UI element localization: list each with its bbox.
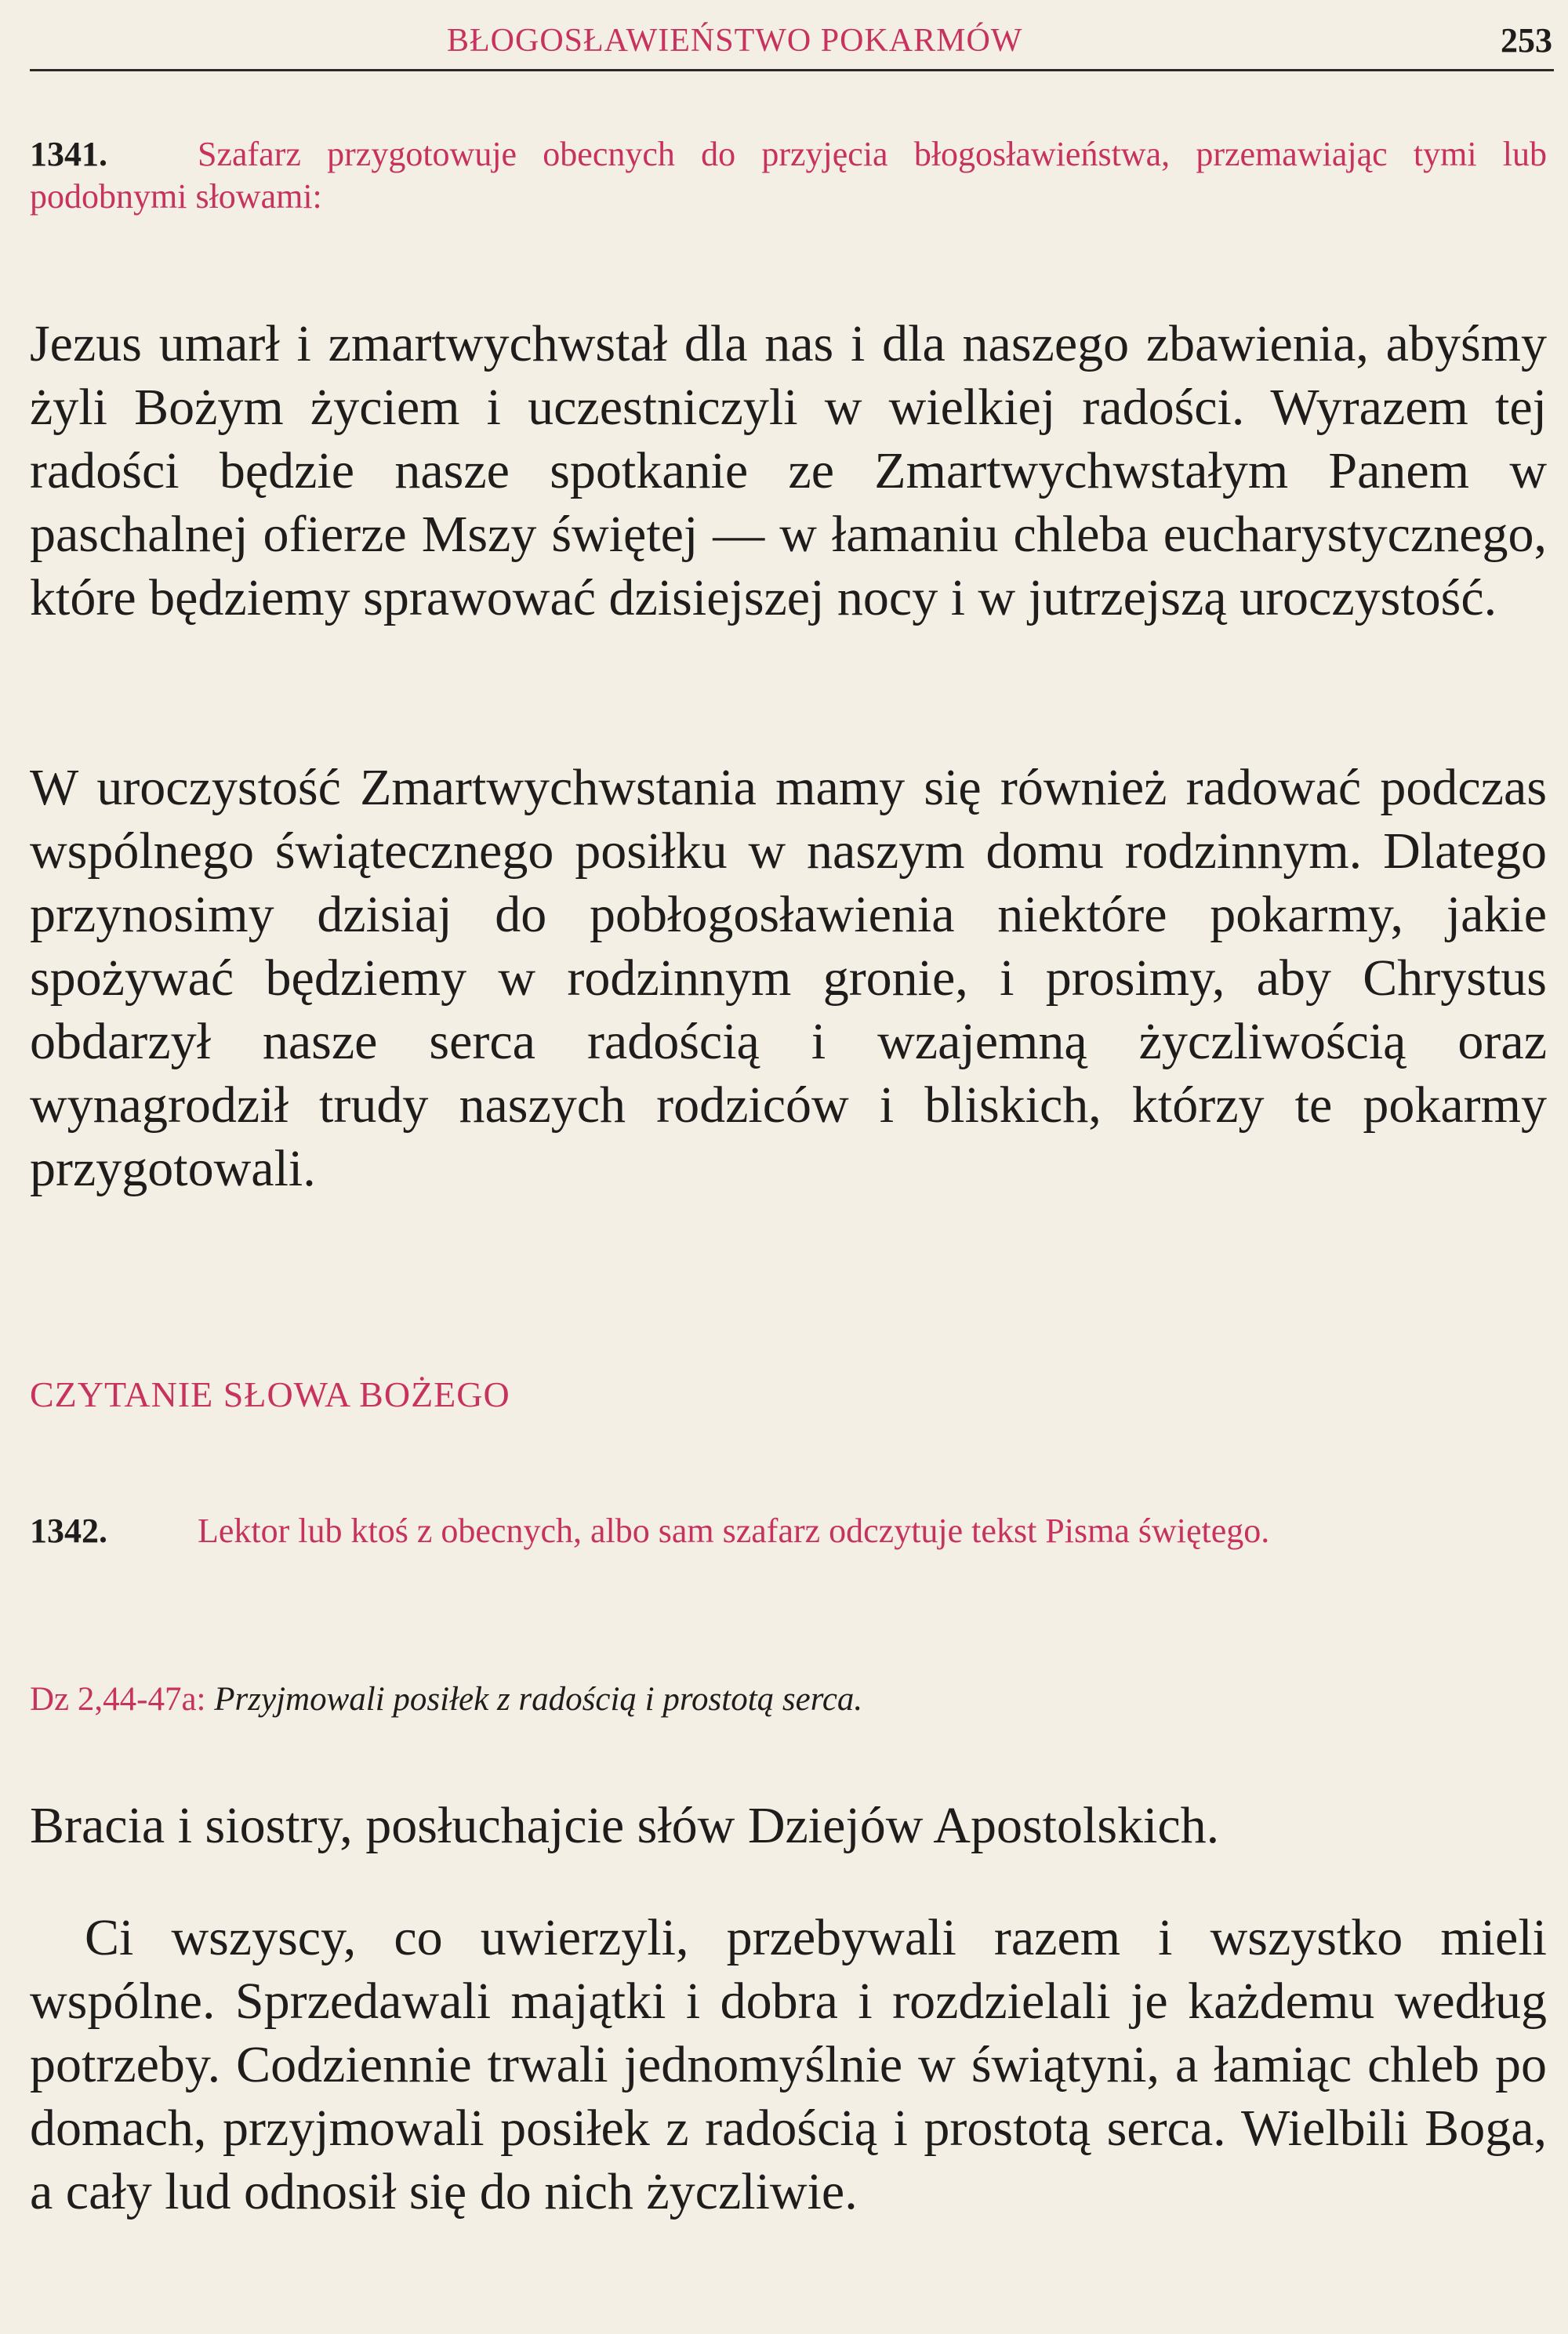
reading-introduction: Bracia i siostry, posłuchajcie słów Dziejów Apostolskich. xyxy=(30,1797,1220,1854)
address-paragraph-2: W uroczystość Zmartwychwstania mamy się również radować podczas wspólnego świątecznego posiłku w naszym domu rodzinnym. Dlatego przynosimy dzisiaj do pobłogosławienia niektóre pokarmy, jakie spożywać będziemy w rodzinnym gronie, i prosimy, aby Chrystus obdarzył nasze serca radością i wzajemną życzliwością oraz wynagrodził trudy naszych rodziców i bliskich, którzy te pokarmy przygotowali. xyxy=(30,759,1547,1197)
reading-reference xyxy=(30,1679,1547,1720)
running-title: BŁOGOSŁAWIEŃSTWO POKARMÓW xyxy=(447,23,1023,59)
running-header xyxy=(30,14,1554,71)
rubric-1342 xyxy=(30,1510,1547,1552)
citation-summary: Przyjmowali posiłek z radością i prostotą serca. xyxy=(214,1681,863,1718)
scripture-reading: Ci wszyscy, co uwierzyli, przebywali razem i wszystko mieli wspólne. Sprzedawali majątki i dobra i rozdzielali je każdemu według potrzeby. Codziennie trwali jednomyślnie w świątyni, a łamiąc chleb po domach, przyjmowali posiłek z radością i prostotą serca. Wielbili Boga, a cały lud odnosił się do nich życzliwie. xyxy=(30,1909,1547,2220)
rubric-text-1342: Lektor lub ktoś z obecnych, albo sam szafarz odczytuje tekst Pisma świętego. xyxy=(198,1512,1270,1550)
section-number-1342: 1342. xyxy=(30,1512,107,1550)
rubric-1341 xyxy=(30,133,1547,218)
page-number: 253 xyxy=(1501,21,1552,60)
address-paragraph-1: Jezus umarł i zmartwychwstał dla nas i dla naszego zbawienia, abyśmy żyli Bożym życiem i uczestniczyli w wielkiej radości. Wyrazem tej radości będzie nasze spotkanie ze Zmartwychwstałym Panem w paschalnej ofierze Mszy świętej — w łamaniu chleba eucharystycznego, które będziemy sprawować dzisiejszej nocy i w jutrzejszą uroczystość. xyxy=(30,315,1547,626)
scripture-citation: Dz 2,44-47a: xyxy=(30,1681,206,1718)
rubric-text-1341: Szafarz przygotowuje obecnych do przyjęcia błogosławieństwa, przemawiając tymi lub podobnymi słowami: xyxy=(30,135,1547,216)
section-number-1341: 1341. xyxy=(30,135,107,173)
section-heading-reading: CZYTANIE SŁOWA BOŻEGO xyxy=(30,1374,510,1414)
